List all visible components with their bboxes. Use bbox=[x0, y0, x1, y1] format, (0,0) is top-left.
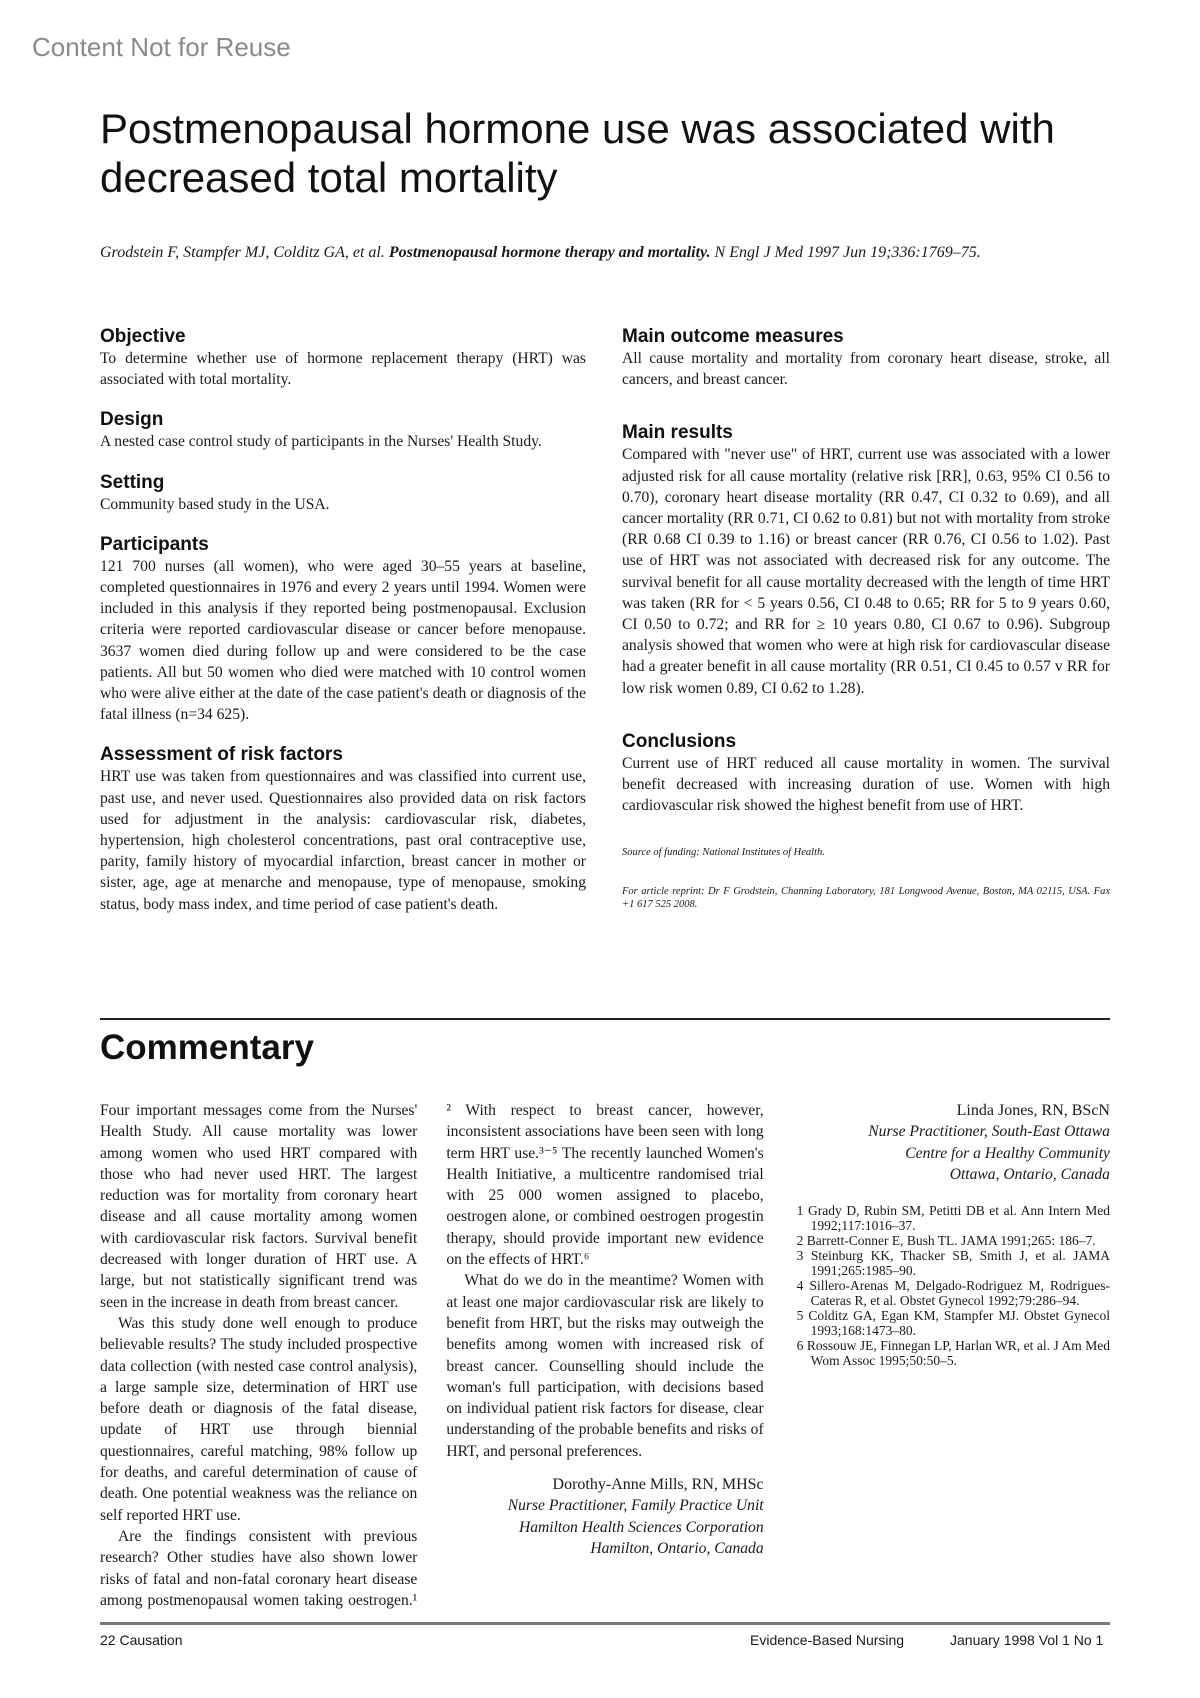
footer-rule bbox=[100, 1622, 1110, 1625]
author-place: Hamilton, Ontario, Canada bbox=[590, 1539, 764, 1557]
section-text: To determine whether use of hormone replacement therapy (HRT) was associated with total mortality. bbox=[100, 350, 586, 389]
funding-note: Source of funding: National Institutes of Health. bbox=[622, 847, 825, 859]
participants-section bbox=[100, 534, 586, 726]
article-title: Postmenopausal hormone use was associated with decreased total mortality bbox=[100, 105, 1055, 201]
abstract-right-column bbox=[622, 326, 1110, 911]
outcome-section bbox=[622, 326, 1110, 390]
commentary-paragraph: Are the findings consistent with previous research? Other studies have also shown lower risks of fatal and non-fatal coronary heart disease among postmenopausal women taking oestrogen.¹ ² With respect to breast cancer, however, inconsistent associations have been seen with long term HRT use.³⁻⁵ The recently launched Women's Health Initiative, a multicentre randomised trial with 25 000 women assigned to placebo, oestrogen alone, or combined oestrogen progestin therapy, should provide important new evidence on the effects of HRT.⁶ bbox=[100, 1102, 764, 1609]
section-text: All cause mortality and mortality from coronary heart disease, stroke, all cancers, and breast cancer. bbox=[622, 350, 1110, 389]
footer-issue: January 1998 Vol 1 No 1 bbox=[950, 1632, 1104, 1648]
reference-item: 4 Sillero-Arenas M, Delgado-Rodriguez M, Rodrigues-Cateras R, et al. Obstet Gynecol 1992;79:286–94. bbox=[796, 1278, 1110, 1309]
section-text: Compared with "never use" of HRT, current use was associated with a lower adjusted risk for all cause mortality (relative risk [RR], 0.63, 95% CI 0.56 to 0.70), coronary heart disease mortality (RR 0.47, CI 0.32 to 0.69), and all cancer mortality (RR 0.71, CI 0.62 to 0.81) but not with mortality from stroke (RR 0.68 CI 0.39 to 1.16) or breast cancer (RR 0.76, CI 0.56 to 1.02). Past use of HRT was not associated with decreased risk for any outcome. The survival benefit for all cause mortality decreased with the length of time HRT was taken (RR for < 5 years 0.56, CI 0.48 to 0.65; RR for 5 to 9 years 0.60, CI 0.50 to 0.72; and RR for ≥ 10 years 0.80, CI 0.67 to 0.96). Subgroup analysis showed that women who were at high risk for cardiovascular disease had a greater benefit in all cause mortality (RR 0.51, CI 0.45 to 0.57 v RR for low risk women 0.89, CI 0.62 to 1.28). bbox=[622, 446, 1110, 697]
author-block bbox=[793, 1100, 1110, 1185]
commentary-paragraph: Four important messages come from the Nurses' Health Study. All cause mortality was lower among women who used HRT compared with those who had never used HRT. The largest reduction was for mortality from coronary heart disease and all cause mortality among women with cardiovascular risk factors. Survival benefit decreased with longer duration of HRT use. A large, but not statistically significant trend was seen in the increase in death from breast cancer. bbox=[100, 1102, 418, 1311]
section-heading: Main outcome measures bbox=[622, 326, 844, 347]
results-section bbox=[622, 422, 1110, 698]
footer-journal: Evidence-Based Nursing bbox=[750, 1632, 905, 1648]
citation-source: N Engl J Med 1997 Jun 19;336:1769–75. bbox=[714, 244, 981, 261]
reference-item: 5 Colditz GA, Egan KM, Stampfer MJ. Obstet Gynecol 1993;168:1473–80. bbox=[796, 1308, 1110, 1339]
author-place: Ottawa, Ontario, Canada bbox=[949, 1165, 1110, 1183]
author-org: Centre for a Healthy Community bbox=[905, 1144, 1110, 1162]
reprint-note: For article reprint: Dr F Grodstein, Channing Laboratory, 181 Longwood Avenue, Boston, MA 02115, USA. Fax +1 617 525 2008. bbox=[622, 886, 1110, 911]
section-text: HRT use was taken from questionnaires and was classified into current use, past use, and never used. Questionnaires also provided data on risk factors used for adjustment in the analysis: cardiovascular risk, diabetes, hypertension, high cholesterol concentrations, past oral contraceptive use, parity, family history of myocardial infarction, breast cancer in mother or sister, age, age at menarche and menopause, type of menopause, smoking status, body mass index, and time period of case patient's death. bbox=[100, 768, 586, 913]
watermark: Content Not for Reuse bbox=[32, 32, 291, 62]
section-heading: Assessment of risk factors bbox=[100, 744, 343, 766]
section-heading: Participants bbox=[100, 533, 209, 555]
reference-item: 2 Barrett-Conner E, Bush TL. JAMA 1991;265: 186–7. bbox=[796, 1233, 1096, 1249]
citation-article-title: Postmenopausal hormone therapy and mortality. bbox=[388, 244, 711, 261]
section-heading: Objective bbox=[100, 326, 186, 347]
assessment-section bbox=[100, 744, 586, 914]
reference-item: 1 Grady D, Rubin SM, Petitti DB et al. Ann Intern Med 1992;117:1016–37. bbox=[796, 1203, 1110, 1234]
footer-page: 22 Causation bbox=[100, 1632, 183, 1648]
commentary-columns bbox=[100, 1100, 1110, 1612]
setting-section bbox=[100, 472, 586, 515]
section-heading: Conclusions bbox=[622, 730, 737, 752]
design-section bbox=[100, 409, 586, 452]
section-text: Community based study in the USA. bbox=[100, 495, 330, 513]
author-name: Dorothy-Anne Mills, RN, MHSc bbox=[552, 1476, 764, 1494]
citation bbox=[100, 242, 1000, 263]
author-role: Nurse Practitioner, Family Practice Unit bbox=[507, 1497, 764, 1515]
reference-list bbox=[793, 1203, 1110, 1368]
section-text: Current use of HRT reduced all cause mortality in women. The survival benefit decreased with increasing duration of use. Women with high cardiovascular risk showed the highest benefit from use of HRT. bbox=[622, 754, 1110, 815]
abstract-left-column bbox=[100, 326, 586, 934]
commentary-paragraph: Was this study done well enough to produce believable results? The study included prospective data collection (with nested case control analysis), a large sample size, determination of HRT use before death or diagnosis of the fatal disease, update of HRT use through biennial questionnaires, careful matching, 98% follow up for deaths, and careful determination of cause of death. One potential weakness was the reliance on self reported HRT use. bbox=[100, 1314, 418, 1524]
author-role: Nurse Practitioner, South-East Ottawa bbox=[868, 1123, 1110, 1141]
author-name: Linda Jones, RN, BScN bbox=[956, 1102, 1110, 1119]
section-text: 121 700 nurses (all women), who were aged 30–55 years at baseline, completed questionnaires in 1976 and every 2 years until 1994. Women were included in this analysis if they reported being postmenopausal. Exclusion criteria were reported cardiovascular disease or cancer before menopause. 3637 women died during follow up and were considered to be the case patients. All but 50 women who died were matched with 10 control women who were alive either at the date of the case patient's death or diagnosis of the fatal illness (n=34 625). bbox=[100, 557, 586, 724]
conclusions-section bbox=[622, 731, 1110, 817]
section-divider bbox=[100, 1018, 1110, 1020]
section-heading: Design bbox=[100, 409, 164, 431]
commentary-heading: Commentary bbox=[100, 1028, 314, 1067]
commentary-paragraph: What do we do in the meantime? Women with at least one major cardiovascular risk are likely to benefit from HRT, but the risks may outweigh the benefits among women with increased risk of breast cancer. Counselling should include the woman's full participation, with decisions based on individual patient risk factors for disease, clear understanding of the probable benefits and risks of HRT, and personal preferences. bbox=[446, 1272, 764, 1460]
citation-authors: Grodstein F, Stampfer MJ, Colditz GA, et al. bbox=[100, 244, 385, 261]
reference-item: 6 Rossouw JE, Finnegan LP, Harlan WR, et al. J Am Med Wom Assoc 1995;50:50–5. bbox=[796, 1338, 1110, 1369]
objective-section bbox=[100, 326, 586, 390]
author-org: Hamilton Health Sciences Corporation bbox=[518, 1518, 764, 1536]
reference-item: 3 Steinburg KK, Thacker SB, Smith J, et al. JAMA 1991;265:1985–90. bbox=[796, 1248, 1110, 1279]
author-block bbox=[446, 1474, 763, 1559]
section-text: A nested case control study of participants in the Nurses' Health Study. bbox=[100, 433, 542, 451]
section-heading: Setting bbox=[100, 471, 165, 493]
section-heading: Main results bbox=[622, 422, 733, 444]
